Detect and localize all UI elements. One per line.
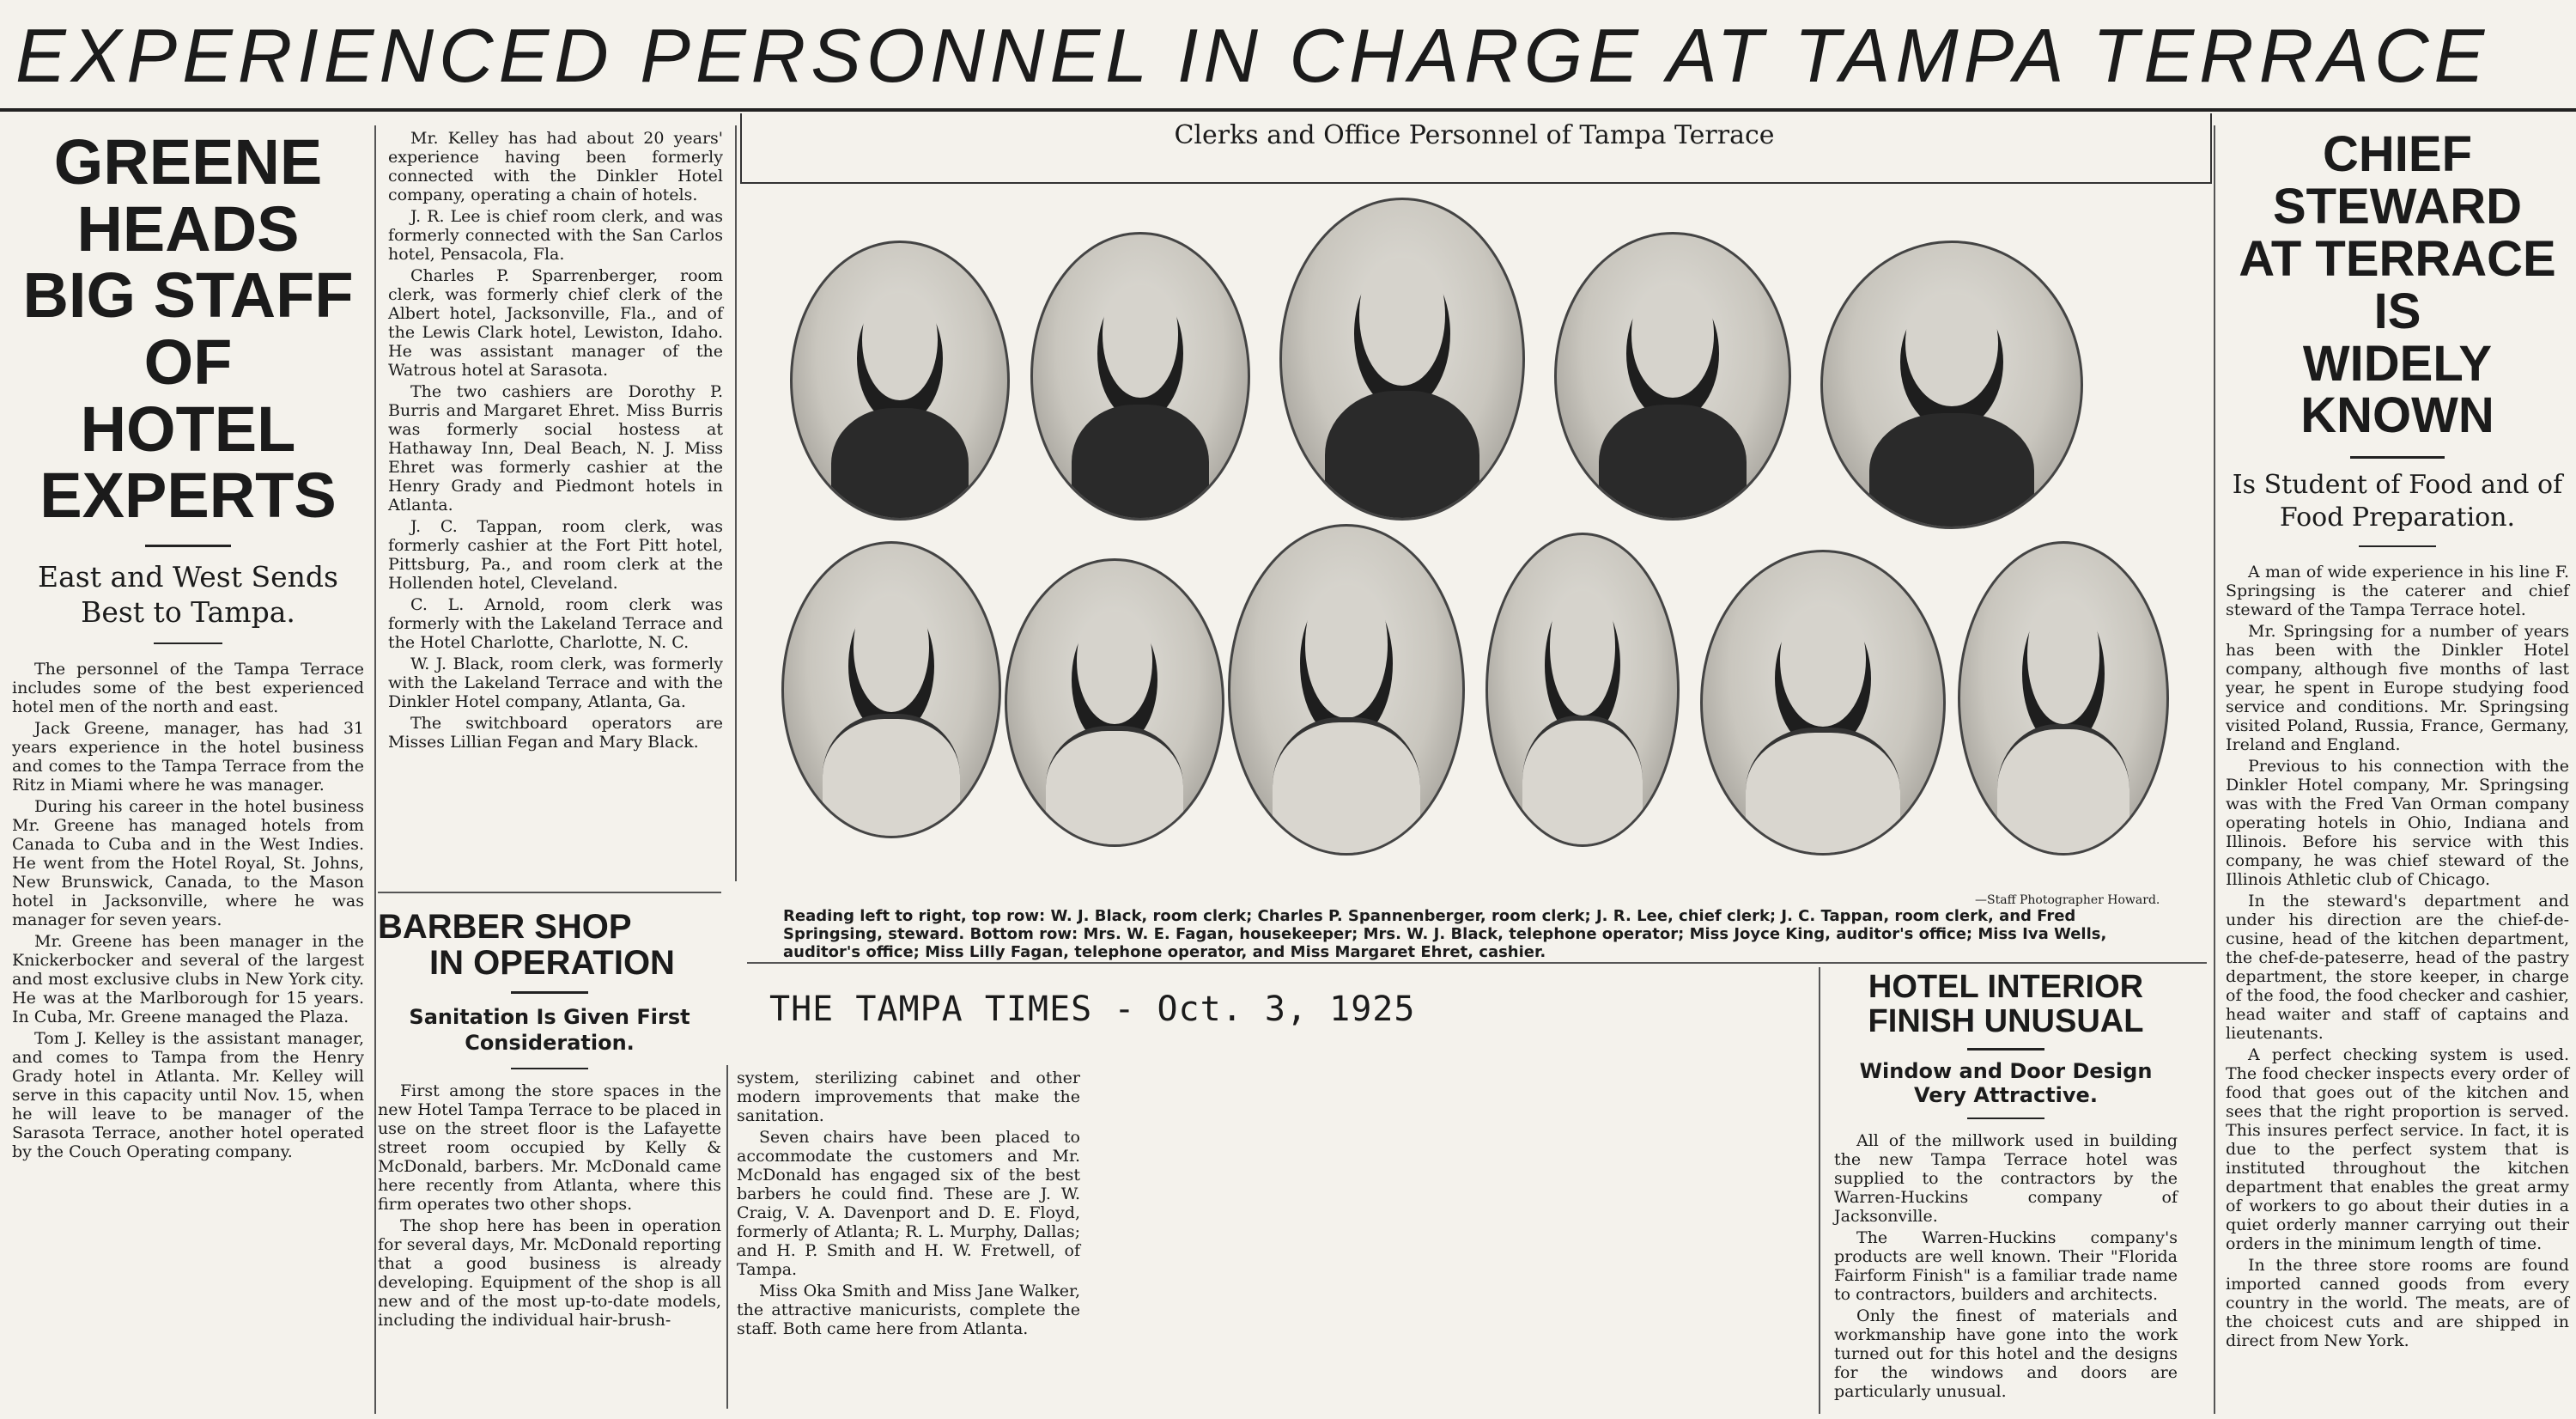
source-date-stamp: THE TAMPA TIMES - Oct. 3, 1925	[769, 990, 1416, 1029]
interior-divider-2	[1967, 1118, 2044, 1119]
photo-title: Clerks and Office Personnel of Tampa Terrace	[1174, 120, 1775, 150]
barber-headline-line-2: IN OPERATION	[429, 944, 675, 982]
interior-divider	[1967, 1048, 2044, 1051]
greene-divider-2	[154, 643, 222, 644]
portrait-bottom-1	[781, 541, 1001, 838]
barber-divider	[511, 991, 588, 994]
column-divider	[726, 1065, 728, 1409]
barber-article	[378, 909, 721, 1332]
interior-body	[1834, 1131, 2178, 1401]
staff-paragraph: The two cashiers are Dorothy P. Burris and Margaret Ehret. Miss Burris was formerly social hostess at Hathaway Inn, Deal Beach, N. J. Miss Ehret was formerly cashier at the Henry Grady and Piedmont hotels in Atlanta.	[388, 382, 723, 515]
interior-headline-line-2: FINISH UNUSUAL	[1868, 1002, 2144, 1039]
staff-paragraph: W. J. Black, room clerk, was formerly with the Lakeland Terrace and with the Dinkler Hotel company, Atlanta, Ga.	[388, 655, 723, 711]
greene-divider	[145, 545, 231, 547]
caption-rule	[747, 962, 2207, 964]
greene-paragraph: During his career in the hotel business Mr. Greene has managed hotels from Canada to Cuba and in the West Indies. He went from the Hotel Royal, St. Johns, New Brunswick, Canada, to the Mason hotel in Jacksonville, where he was manager for seven years.	[12, 796, 364, 929]
steward-headline-line-1: CHIEF STEWARD	[2273, 126, 2522, 234]
steward-paragraph: In the three store rooms are found imported canned goods from every country in the world. The meats, are of the choicest cuts and are shipped in direct from New York.	[2226, 1256, 2569, 1351]
greene-headline-line-1: GREENE HEADS	[53, 126, 323, 265]
portrait-bottom-4	[1485, 533, 1680, 847]
greene-subhead: East and West Sends Best to Tampa.	[38, 560, 338, 630]
steward-body	[2226, 563, 2569, 1350]
barber-top-rule	[378, 892, 721, 893]
interior-paragraph: The Warren-Huckins company's products are well known. Their "Florida Fairform Finish" is a familiar trade name to contractors, builders and architects.	[1834, 1227, 2178, 1304]
barber-divider-2	[511, 1068, 588, 1069]
steward-subhead: Is Student of Food and of Food Preparation.	[2232, 470, 2563, 533]
page-banner-headline: EXPERIENCED PERSONNEL IN CHARGE AT TAMPA TERRACE	[15, 13, 2490, 98]
interior-headline	[1834, 971, 2178, 1039]
interior-subhead: Window and Door Design Very Attractive.	[1859, 1058, 2153, 1107]
steward-paragraph: A man of wide experience in his line F. Springsing is the caterer and chief steward of the Tampa Terrace hotel.	[2226, 563, 2569, 620]
greene-paragraph: Jack Greene, manager, has had 31 years experience in the hotel business and comes to the Tampa Terrace from the Ritz in Miami where he was manager.	[12, 718, 364, 795]
barber-paragraph: Seven chairs have been placed to accommodate the customers and Mr. McDonald has engaged six of the best barbers he could find. These are J. W. Craig, V. A. Davenport and D. E. Floyd, formerly of Atlanta; R. L. Murphy, Dallas; and H. P. Smith and H. W. Fretwell, of Tampa.	[737, 1128, 1080, 1279]
steward-headline	[2226, 126, 2569, 444]
greene-paragraph: Tom J. Kelley is the assistant manager, and comes to Tampa from the Henry Grady hotel in Atlanta. Mr. Kelley will serve in this capacity until Nov. 15, when he will leave to be manager of the Sarasota Terrace, another hotel operated by the Couch Operating company.	[12, 1028, 364, 1161]
portrait-top-2	[1030, 232, 1250, 521]
staff-paragraph: J. C. Tappan, room clerk, was formerly cashier at the Fort Pitt hotel, Pittsburg, Pa., and room clerk at the Hollenden hotel, Cleveland.	[388, 517, 723, 593]
steward-headline-line-3: WIDELY KNOWN	[2300, 335, 2494, 444]
portrait-bottom-3	[1228, 524, 1465, 856]
portrait-top-1	[790, 241, 1010, 521]
steward-paragraph: Mr. Springsing for a number of years has been with the Dinkler Hotel company, although five months of last year, he spent in Europe studying food service and conditions. Mr. Springsing visited Poland, Russia, France, Germany, Ireland and England.	[2226, 622, 2569, 755]
staff-paragraph: Mr. Kelley has had about 20 years' experience having been formerly connected with the Dinkler Hotel company, operating a chain of hotels.	[388, 129, 723, 204]
steward-paragraph: Previous to his connection with the Dinkler Hotel company, Mr. Springsing was with the Fred Van Orman company operating hotels in Ohio, Indiana and Illinois. Before his service with this company, he was chief steward of the Illinois Athletic club of Chicago.	[2226, 757, 2569, 890]
portrait-top-5	[1820, 241, 2083, 529]
portrait-bottom-2	[1005, 558, 1224, 847]
greene-headline-line-3: HOTEL EXPERTS	[39, 393, 337, 532]
staff-paragraph: C. L. Arnold, room clerk was formerly with the Lakeland Terrace and the Hotel Charlotte, Charlotte, N. C.	[388, 595, 723, 652]
column-greene	[12, 126, 364, 1164]
barber-body-left	[378, 1081, 721, 1330]
column-staff-continued	[388, 129, 723, 754]
barber-subhead: Sanitation Is Given First Consideration.	[409, 1005, 690, 1055]
steward-headline-line-2: AT TERRACE IS	[2239, 230, 2556, 339]
barber-paragraph: Miss Oka Smith and Miss Jane Walker, the attractive manicurists, complete the staff. Both came here from Atlanta.	[737, 1282, 1080, 1338]
barber-paragraph: system, sterilizing cabinet and other modern improvements that make the sanitation.	[737, 1069, 1080, 1125]
staff-paragraph: J. R. Lee is chief room clerk, and was formerly connected with the San Carlos hotel, Pensacola, Fla.	[388, 207, 723, 264]
steward-paragraph: In the steward's department and under his direction are the chief-de-cusine, head of the kitchen department, the chef-de-pateserre, head of the pastry department, the store keeper, in charge of the food, the food checker and cashier, head waiter and staff of captains and lieutenants.	[2226, 892, 2569, 1044]
interior-article	[1834, 971, 2178, 1404]
interior-paragraph: All of the millwork used in building the new Tampa Terrace hotel was supplied to the contractors by the Warren-Huckins company of Jacksonville.	[1834, 1130, 2178, 1226]
greene-paragraph: Mr. Greene has been manager in the Knickerbocker and several of the largest and most exclusive clubs in New York city. He was at the Marlborough for 15 years. In Cuba, Mr. Greene managed the Plaza.	[12, 931, 364, 1026]
greene-paragraph: The personnel of the Tampa Terrace includes some of the best experienced hotel men of the north and east.	[12, 659, 364, 716]
banner-rule	[0, 108, 2576, 112]
column-divider	[374, 125, 376, 1414]
column-divider	[1819, 967, 1820, 1414]
staff-paragraph: Charles P. Sparrenberger, room clerk, was formerly chief clerk of the Albert hotel, Jacksonville, Fla., and of the Lewis Clark hotel, Lewiston, Idaho. He was assistant manager of the Watrous hotel at Sarasota.	[388, 266, 723, 380]
steward-divider	[2350, 456, 2445, 459]
barber-body-right	[737, 1069, 1080, 1341]
photo-credit: —Staff Photographer Howard.	[1975, 893, 2160, 907]
staff-paragraph: The switchboard operators are Misses Lillian Fegan and Mary Black.	[388, 714, 723, 752]
portrait-top-4	[1554, 232, 1791, 521]
photo-caption: Reading left to right, top row: W. J. Black, room clerk; Charles P. Spannenberger, room clerk; J. R. Lee, chief clerk; J. C. Tappan, room clerk, and Fred Springsing, steward. Bottom row: Mrs. W. E. Fagan, housekeeper; Mrs. W. J. Black, telephone operator; Miss Joyce King, auditor's office; Miss Iva Wells, auditor's office; Miss Lilly Fagan, telephone operator, and Miss Margaret Ehret, cashier.	[783, 907, 2107, 961]
column-divider	[735, 125, 737, 881]
interior-headline-line-1: HOTEL INTERIOR	[1868, 969, 2144, 1005]
portrait-bottom-6	[1958, 541, 2169, 856]
column-divider	[2214, 125, 2215, 1414]
barber-headline	[378, 909, 721, 981]
greene-headline-line-2: BIG STAFF OF	[22, 259, 354, 399]
staff-photo-group	[773, 198, 2181, 885]
greene-article-body	[12, 660, 364, 1161]
steward-article	[2226, 126, 2569, 1353]
barber-headline-line-1: BARBER SHOP	[378, 908, 632, 946]
steward-divider-2	[2359, 545, 2436, 547]
barber-paragraph: The shop here has been in operation for several days, Mr. McDonald reporting that a good business is already developing. Equipment of the shop is all new and of the most up-to-date models, including the individual hair-brush-	[378, 1216, 721, 1330]
portrait-bottom-5	[1700, 550, 1946, 856]
steward-paragraph: A perfect checking system is used. The food checker inspects every order of food that goes out of the kitchen and sees that the right proportion is served. This insures perfect service. In fact, it is due to the perfect system that is instituted throughout the kitchen department that enables the great army of workers to go about their duties in a quiet orderly manner carrying out their orders in the minimum length of time.	[2226, 1045, 2569, 1254]
interior-paragraph: Only the finest of materials and workmanship have gone into the work turned out for this hotel and the designs for the windows and doors are particularly unusual.	[1834, 1306, 2178, 1401]
barber-paragraph: First among the store spaces in the new Hotel Tampa Terrace to be placed in use on the street floor is the Lafayette street room occupied by Kelly & McDonald, barbers. Mr. McDonald came here recently from Atlanta, where this firm operates two other shops.	[378, 1081, 721, 1214]
portrait-top-3	[1279, 198, 1525, 521]
greene-headline	[12, 126, 364, 532]
